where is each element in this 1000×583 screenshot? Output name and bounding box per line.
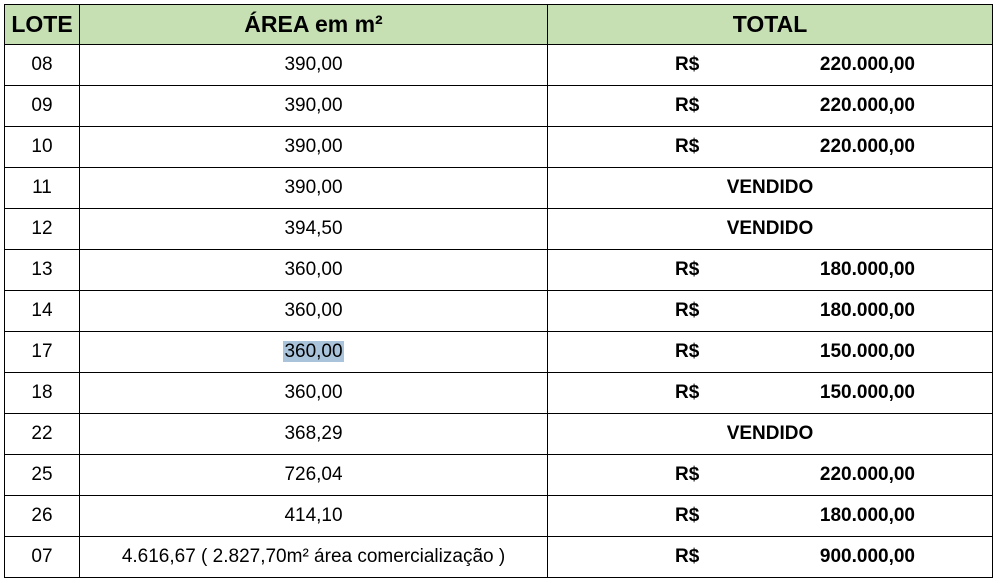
cell-area[interactable]: 390,00 bbox=[80, 86, 548, 127]
table-row bbox=[5, 86, 993, 127]
cell-lote[interactable]: 14 bbox=[5, 291, 80, 332]
cell-lote[interactable]: 12 bbox=[5, 209, 80, 250]
cell-lote[interactable]: 18 bbox=[5, 373, 80, 414]
cell-area[interactable]: 390,00 bbox=[80, 45, 548, 86]
header-row bbox=[5, 5, 993, 45]
table-row bbox=[5, 496, 993, 537]
cell-total[interactable] bbox=[548, 537, 993, 578]
cell-lote[interactable]: 08 bbox=[5, 45, 80, 86]
total-amount: 180.000,00 bbox=[819, 259, 915, 280]
currency-symbol: R$ bbox=[675, 464, 700, 485]
cell-lote[interactable]: 22 bbox=[5, 414, 80, 455]
cell-lote[interactable]: 25 bbox=[5, 455, 80, 496]
total-amount: 220.000,00 bbox=[819, 95, 915, 116]
cell-total[interactable] bbox=[548, 373, 993, 414]
cell-lote[interactable]: 11 bbox=[5, 168, 80, 209]
total-amount: 220.000,00 bbox=[819, 464, 915, 485]
total-amount: 220.000,00 bbox=[819, 54, 915, 75]
table-row bbox=[5, 127, 993, 168]
currency-symbol: R$ bbox=[675, 546, 700, 567]
cell-lote[interactable]: 13 bbox=[5, 250, 80, 291]
cell-area[interactable]: 390,00 bbox=[80, 168, 548, 209]
cell-area[interactable]: 368,29 bbox=[80, 414, 548, 455]
cell-area[interactable] bbox=[80, 332, 548, 373]
cell-area[interactable]: 360,00 bbox=[80, 291, 548, 332]
cell-area[interactable]: 360,00 bbox=[80, 250, 548, 291]
cell-area[interactable]: 390,00 bbox=[80, 127, 548, 168]
lots-table bbox=[4, 4, 993, 578]
cell-area[interactable]: 360,00 bbox=[80, 373, 548, 414]
table-row bbox=[5, 537, 993, 578]
table-row bbox=[5, 209, 993, 250]
currency-symbol: R$ bbox=[675, 341, 700, 362]
cell-total[interactable] bbox=[548, 127, 993, 168]
currency-symbol: R$ bbox=[675, 505, 700, 526]
currency-symbol: R$ bbox=[675, 259, 700, 280]
table-row bbox=[5, 250, 993, 291]
currency-symbol: R$ bbox=[675, 136, 700, 157]
cell-lote[interactable]: 07 bbox=[5, 537, 80, 578]
cell-total[interactable] bbox=[548, 496, 993, 537]
cell-total[interactable] bbox=[548, 250, 993, 291]
total-amount: 220.000,00 bbox=[819, 136, 915, 157]
table-row bbox=[5, 332, 993, 373]
cell-total[interactable] bbox=[548, 45, 993, 86]
cell-area[interactable]: 726,04 bbox=[80, 455, 548, 496]
cell-lote[interactable]: 26 bbox=[5, 496, 80, 537]
cell-total[interactable] bbox=[548, 291, 993, 332]
status-sold: VENDIDO bbox=[726, 423, 814, 444]
total-amount: 900.000,00 bbox=[819, 546, 915, 567]
cell-lote[interactable]: 10 bbox=[5, 127, 80, 168]
table-row bbox=[5, 373, 993, 414]
cell-lote[interactable]: 17 bbox=[5, 332, 80, 373]
total-amount: 180.000,00 bbox=[819, 505, 915, 526]
cell-lote[interactable]: 09 bbox=[5, 86, 80, 127]
cell-total[interactable] bbox=[548, 332, 993, 373]
cell-area[interactable]: 414,10 bbox=[80, 496, 548, 537]
selected-text[interactable]: 360,00 bbox=[284, 341, 343, 362]
cell-area[interactable]: 4.616,67 ( 2.827,70m² área comercialização ) bbox=[80, 537, 548, 578]
cell-total[interactable] bbox=[548, 414, 993, 455]
total-amount: 150.000,00 bbox=[819, 341, 915, 362]
header-lote[interactable]: LOTE bbox=[5, 5, 80, 45]
table-row bbox=[5, 414, 993, 455]
currency-symbol: R$ bbox=[675, 95, 700, 116]
table-row bbox=[5, 45, 993, 86]
currency-symbol: R$ bbox=[675, 382, 700, 403]
cell-total[interactable] bbox=[548, 455, 993, 496]
status-sold: VENDIDO bbox=[726, 177, 814, 198]
total-amount: 150.000,00 bbox=[819, 382, 915, 403]
status-sold: VENDIDO bbox=[726, 218, 814, 239]
header-total[interactable]: TOTAL bbox=[548, 5, 993, 45]
total-amount: 180.000,00 bbox=[819, 300, 915, 321]
table-row bbox=[5, 291, 993, 332]
cell-total[interactable] bbox=[548, 168, 993, 209]
currency-symbol: R$ bbox=[675, 54, 700, 75]
cell-area[interactable]: 394,50 bbox=[80, 209, 548, 250]
table-row bbox=[5, 168, 993, 209]
cell-total[interactable] bbox=[548, 209, 993, 250]
header-area[interactable]: ÁREA em m² bbox=[80, 5, 548, 45]
table-row bbox=[5, 455, 993, 496]
currency-symbol: R$ bbox=[675, 300, 700, 321]
cell-total[interactable] bbox=[548, 86, 993, 127]
